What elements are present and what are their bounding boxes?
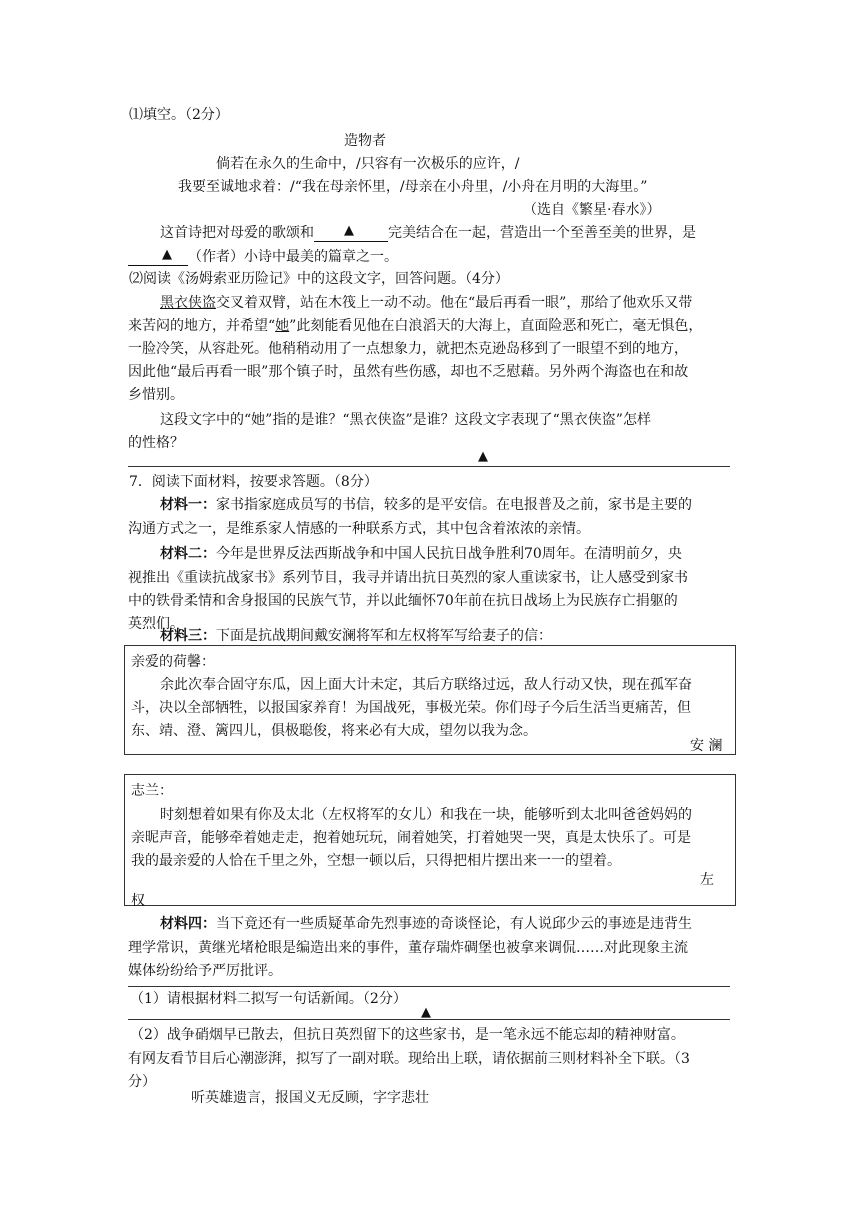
letter-2-line-3: 我的最亲爱的人恰在千里之外，空想一顿以后，只得把相片摆出来一一的望着。 — [131, 853, 621, 869]
material-3-line — [160, 625, 552, 645]
passage-text: 来苦闷的地方，并希望“ — [128, 318, 276, 334]
fill-sentence-line-2 — [128, 246, 398, 266]
sub-question-2-line-1: （2）战争硝烟早已散去，但抗日英烈留下的这些家书，是一笔永远不能忘却的精神财富。 — [130, 1027, 685, 1043]
material-2-line-2: 视推出《重读抗战家书》系列节目，我寻并请出抗日英烈的家人重读家书，让人感受到家书 — [128, 570, 688, 586]
passage-line-5: 乡惜别。 — [128, 387, 184, 403]
material-label: 材料四： — [160, 916, 216, 932]
poem-source: （选自《繁星·春水》） — [523, 202, 661, 218]
letter-1-signature: 安 澜 — [690, 738, 723, 754]
letter-2-signature-part-2: 权 — [131, 893, 145, 909]
letter-1-line-2: 斗，决以全部牺牲，以报国家养育！为国战死，事极光荣。你们母子今后生活当更痛苦，但 — [131, 700, 691, 716]
fill-text-b: 完美结合在一起，营造出一个至善至美的世界，是 — [388, 225, 696, 241]
underlined-term-black-pirate: 黑衣侠盗 — [160, 295, 216, 311]
answer-mark: ▲ — [478, 449, 488, 464]
poem-title: 造物者 — [344, 133, 386, 149]
letter-1-line-3: 东、靖、澄、篱四儿，俱极聪俊，将来必有大成，望勿以我为念。 — [131, 723, 537, 739]
passage-line-2 — [128, 315, 702, 335]
material-text: 今年是世界反法西斯战争和中国人民抗日战争胜利70周年。在清明前夕，央 — [216, 546, 682, 562]
material-4-line-3: 媒体纷纷给予严厉批评。 — [128, 963, 282, 979]
poem-line-2: 我要至诚地求着：/“我在母亲怀里，/母亲在小舟里，/小舟在月明的大海里。” — [178, 179, 648, 195]
material-text: 当下竟还有一些质疑革命先烈事迹的奇谈怪论，有人说邱少云的事迹是违背生 — [216, 916, 692, 932]
letter-1-line-1: 余此次奉合固守东瓜，因上面大计未定，其后方联络过远，敌人行动又快，现在孤军奋 — [160, 677, 692, 693]
material-4-line-1 — [160, 913, 692, 933]
material-label: 材料三： — [160, 628, 216, 644]
answer-mark: ▲ — [162, 247, 172, 262]
material-1-line-2: 沟通方式之一，是维系家人情感的一种联系方式，其中包含着浓浓的亲情。 — [128, 521, 590, 537]
material-2-line-1 — [160, 543, 682, 563]
question-line-2: 的性格？ — [128, 435, 184, 451]
q7-heading: 7．阅读下面材料，按要求答题。（8分） — [129, 474, 378, 490]
sub-question-1: （1）请根据材料二拟写一句话新闻。（2分） — [130, 991, 407, 1007]
letter-2-salutation: 志兰： — [131, 783, 173, 799]
letter-1-salutation: 亲爱的荷馨： — [131, 654, 215, 670]
question-line-1: 这段文字中的“她”指的是谁？“黑衣侠盗”是谁？这段文字表现了“黑衣侠盗”怎样 — [160, 412, 651, 428]
q6-part2-heading: ⑵阅读《汤姆索亚历险记》中的这段文字，回答问题。（4分） — [129, 271, 509, 287]
material-text: 家书指家庭成员写的书信，较多的是平安信。在电报普及之前，家书是主要的 — [216, 497, 692, 513]
fill-text-c: （作者）小诗中最美的篇章之一。 — [188, 249, 398, 265]
passage-text: 交叉着双臂，站在木筏上一动不动。他在“最后再看一眼”，那给了他欢乐又带 — [216, 295, 693, 311]
sub-question-2-line-3: 分） — [128, 1074, 156, 1090]
material-4-line-2: 理学常识，黄继光堵枪眼是编造出来的事件，董存瑞炸碉堡也被拿来调侃……对此现象主流 — [128, 940, 688, 956]
answer-mark: ▲ — [344, 223, 354, 238]
material-1-line-1 — [160, 494, 692, 514]
passage-line-4: 因此他“最后再看一眼”那个镇子时，虽然有些伤感，却也不乏慰藉。另外两个海盗也在和故 — [128, 364, 689, 380]
letter-2-signature-part-1: 左 — [700, 872, 714, 888]
q6-part1-heading: ⑴填空。（2分） — [129, 107, 229, 123]
couplet-upper-line: 听英雄遗言，报国义无反顾，字字悲壮 — [191, 1090, 429, 1106]
answer-blank-1[interactable] — [314, 225, 388, 242]
material-text: 下面是抗战期间戴安澜将军和左权将军写给妻子的信： — [216, 628, 552, 644]
passage-line-3: 一脸冷笑，从容赴死。他稍稍动用了一点想象力，就把杰克逊岛移到了一眼望不到的地方， — [128, 341, 688, 357]
answer-mark: ▲ — [421, 1005, 431, 1020]
material-2-line-4: 英烈们。 — [128, 616, 184, 632]
answer-line[interactable] — [128, 466, 730, 467]
fill-sentence-line-1 — [160, 222, 696, 242]
answer-line[interactable] — [128, 1019, 730, 1020]
letter-2-line-2: 亲昵声音，能够牵着她走走，抱着她玩玩，闹着她笑，打着她哭一哭，真是太快乐了。可是 — [131, 830, 691, 846]
poem-line-1: 倘若在永久的生命中，/只容有一次极乐的应许，/ — [216, 156, 520, 172]
sub-question-2-line-2: 有网友看节目后心潮澎湃，拟写了一副对联。现给出上联，请依据前三则材料补全下联。（3 — [128, 1051, 690, 1067]
underlined-term-her: 她 — [275, 318, 290, 334]
passage-line-1 — [160, 292, 692, 312]
material-label: 材料一： — [160, 497, 216, 513]
letter-2-line-1: 时刻想着如果有你及太北（左权将军的女儿）和我在一块，能够听到太北叫爸爸妈妈的 — [160, 807, 692, 823]
answer-line[interactable] — [128, 986, 730, 987]
material-2-line-3: 中的铁骨柔情和舍身报国的民族气节，并以此缅怀70年前在抗日战场上为民族存亡捐躯的 — [128, 593, 678, 609]
material-label: 材料二： — [160, 546, 216, 562]
fill-text-a: 这首诗把对母爱的歌颂和 — [160, 225, 314, 241]
passage-text: ”此刻能看见他在白浪滔天的大海上，直面险恶和死亡，毫无惧色， — [289, 318, 703, 334]
answer-blank-2[interactable] — [128, 249, 188, 266]
